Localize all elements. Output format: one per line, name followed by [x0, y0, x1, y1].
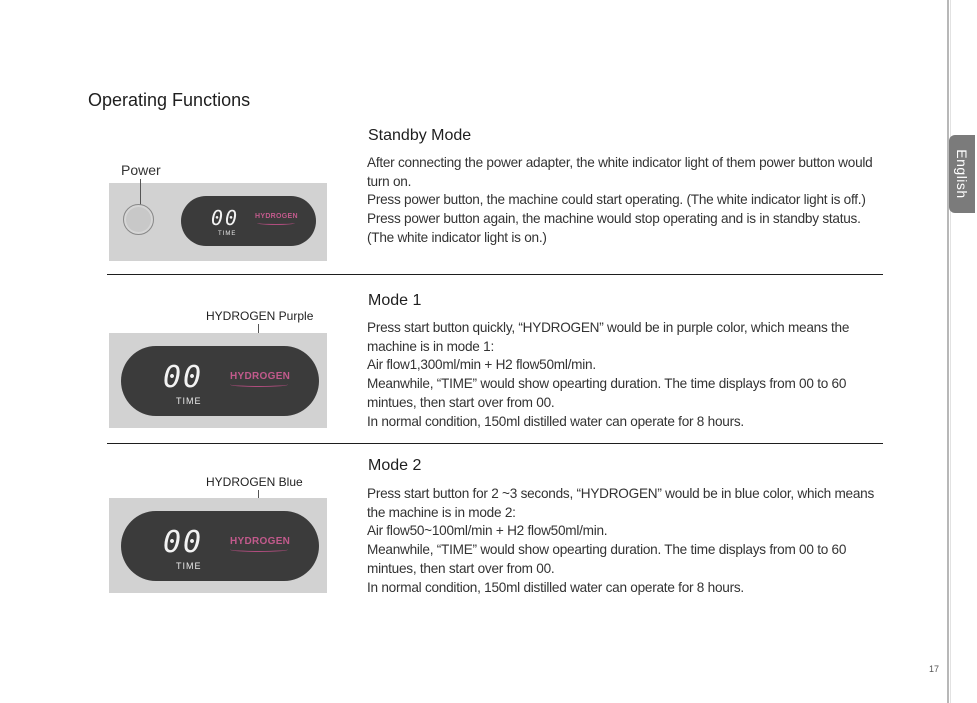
display-digits: 00: [211, 206, 240, 230]
display-time-label: TIME: [218, 231, 237, 237]
paragraph: Meanwhile, “TIME” would show opearting duration. The time displays from 00 to 60 mintues, then start over from 00.: [367, 376, 847, 410]
display-digits: 00: [163, 525, 204, 560]
standby-display: [181, 196, 316, 246]
paragraph: Air flow1,300ml/min + H2 flow50ml/min.: [367, 357, 596, 373]
hydrogen-swoosh-icon: [257, 221, 295, 225]
power-callout-line: [140, 179, 141, 205]
hydrogen-swoosh-icon: [230, 382, 288, 387]
language-tab-label: English: [954, 149, 970, 199]
section-divider: [107, 274, 883, 275]
section-divider: [107, 443, 883, 444]
paragraph: Meanwhile, “TIME” would show opearting duration. The time displays from 00 to 60 mintues, then start over from 00.: [367, 542, 847, 576]
display-digits: 00: [163, 360, 204, 395]
language-tab[interactable]: [949, 135, 975, 213]
power-button-icon: [123, 204, 154, 235]
section-mode2-text: [367, 485, 877, 597]
section-mode1-heading: Mode 1: [368, 292, 422, 309]
page-title: Operating Functions: [88, 90, 251, 110]
paragraph: After connecting the power adapter, the white indicator light of them power button would turn on.: [367, 155, 873, 189]
mode1-callout-label: HYDROGEN Purple: [206, 309, 314, 323]
mode1-display: [121, 346, 319, 416]
display-time-label: TIME: [176, 396, 202, 406]
paragraph: Air flow50~100ml/min + H2 flow50ml/min.: [367, 523, 608, 539]
section-mode1-text: [367, 319, 877, 431]
hydrogen-swoosh-icon: [230, 547, 288, 552]
page-edge-rule: [947, 0, 949, 703]
paragraph: Press start button quickly, “HYDROGEN” would be in purple color, which means the machine is in mode 1:: [367, 320, 850, 354]
section-standby-text: [367, 154, 877, 248]
display-hydrogen-label: HYDROGEN: [255, 213, 298, 220]
section-standby-heading: Standby Mode: [368, 127, 472, 144]
page-edge-rule-shadow: [950, 0, 951, 703]
display-hydrogen-label: HYDROGEN: [230, 371, 291, 382]
mode2-callout-label: HYDROGEN Blue: [206, 475, 303, 489]
paragraph: Press power button, the machine could start operating. (The white indicator light is off.): [367, 192, 866, 208]
section-mode2-heading: Mode 2: [368, 457, 422, 474]
power-callout-label: Power: [121, 162, 161, 178]
paragraph: Press start button for 2 ~3 seconds, “HYDROGEN” would be in blue color, which means the machine is in mode 2:: [367, 486, 875, 520]
mode2-display: [121, 511, 319, 581]
page-number: 17: [929, 664, 940, 674]
display-time-label: TIME: [176, 561, 202, 571]
paragraph: Press power button again, the machine would stop operating and is in standby status. (The white indicator light is on.): [367, 211, 861, 245]
paragraph: In normal condition, 150ml distilled water can operate for 8 hours.: [367, 579, 744, 595]
paragraph: In normal condition, 150ml distilled water can operate for 8 hours.: [367, 413, 744, 429]
display-hydrogen-label: HYDROGEN: [230, 536, 291, 547]
